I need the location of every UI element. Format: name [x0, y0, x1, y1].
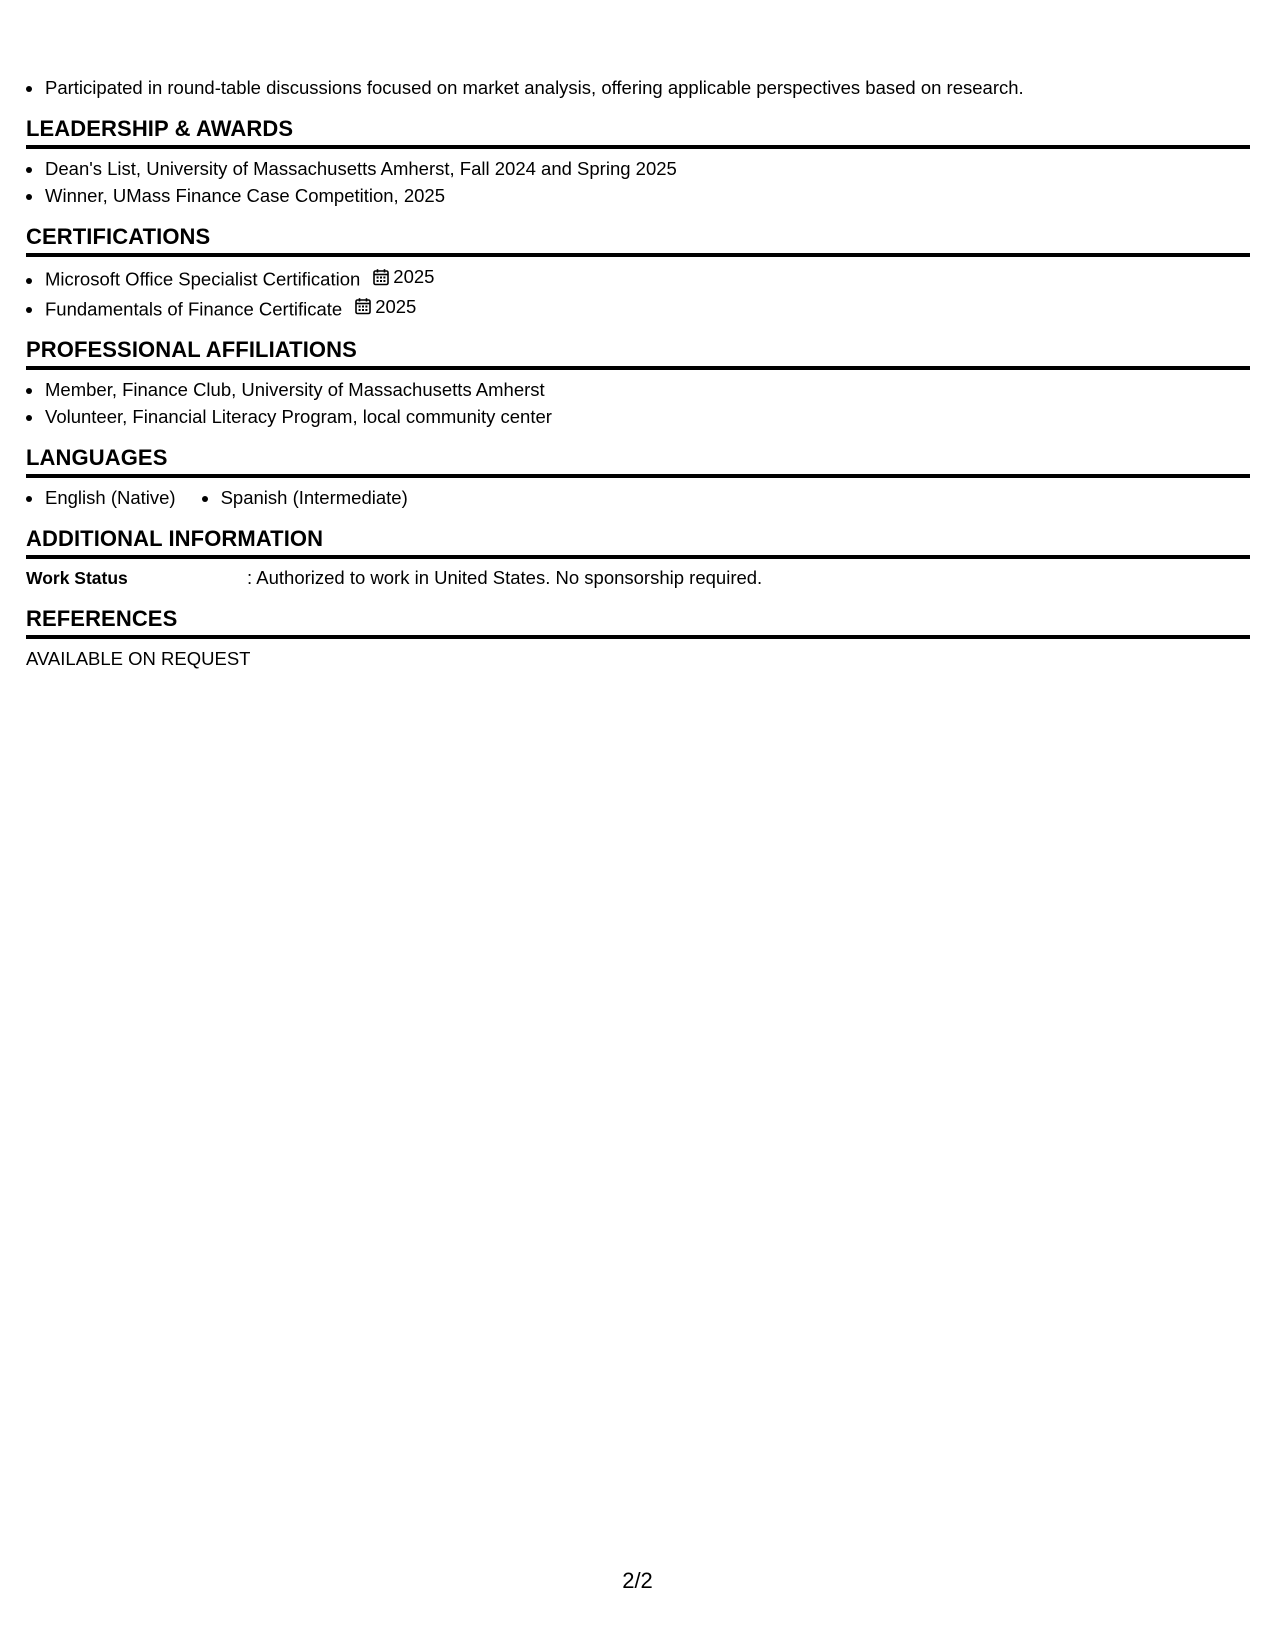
- list-item: • Volunteer, Financial Literacy Program, local community center: [44, 403, 1250, 430]
- certifications-list: [26, 263, 1250, 322]
- section-title: CERTIFICATIONS: [26, 223, 1250, 257]
- work-status-value: : Authorized to work in United States. No sponsorship required.: [247, 567, 763, 588]
- experience-bullet-list: [26, 74, 1250, 101]
- references-section: [26, 605, 1250, 673]
- certification-date: [354, 293, 416, 320]
- section-title: REFERENCES: [26, 605, 1250, 639]
- calendar-icon: [372, 268, 390, 286]
- page-number: 2/2: [622, 1568, 653, 1593]
- list-item: [44, 263, 1250, 293]
- affiliations-section: [26, 336, 1250, 430]
- affiliations-list: [26, 376, 1250, 430]
- certifications-section: [26, 223, 1250, 322]
- list-item: • English (Native): [44, 484, 176, 511]
- list-item: • Participated in round-table discussions focused on market analysis, offering applicable perspectives based on research.: [44, 74, 1250, 101]
- certification-name: Microsoft Office Specialist Certification: [45, 268, 361, 290]
- references-text: AVAILABLE ON REQUEST: [26, 648, 251, 669]
- date-text: 2025: [393, 266, 435, 287]
- list-item: • Winner, UMass Finance Case Competition, 2025: [44, 182, 1250, 209]
- work-status-label: Work Status: [26, 568, 128, 588]
- work-status-row: [26, 565, 1250, 591]
- leadership-section: [26, 115, 1250, 209]
- section-title: PROFESSIONAL AFFILIATIONS: [26, 336, 1250, 370]
- list-item: • Member, Finance Club, University of Massachusetts Amherst: [44, 376, 1250, 403]
- languages-section: [26, 444, 1250, 511]
- section-title: LANGUAGES: [26, 444, 1250, 478]
- certification-date: [372, 263, 434, 290]
- list-item: • Spanish (Intermediate): [220, 484, 408, 511]
- section-title: LEADERSHIP & AWARDS: [26, 115, 1250, 149]
- date-text: 2025: [375, 295, 417, 317]
- list-item: [44, 293, 1250, 323]
- additional-information-section: [26, 525, 1250, 591]
- section-title: ADDITIONAL INFORMATION: [26, 525, 1250, 559]
- certification-name: Fundamentals of Finance Certificate: [45, 298, 343, 319]
- languages-list: [26, 484, 1250, 511]
- leadership-list: [26, 155, 1250, 209]
- list-item: • Dean's List, University of Massachusetts Amherst, Fall 2024 and Spring 2025: [44, 155, 1250, 182]
- resume-page: [26, 74, 1250, 673]
- calendar-icon: [354, 297, 372, 315]
